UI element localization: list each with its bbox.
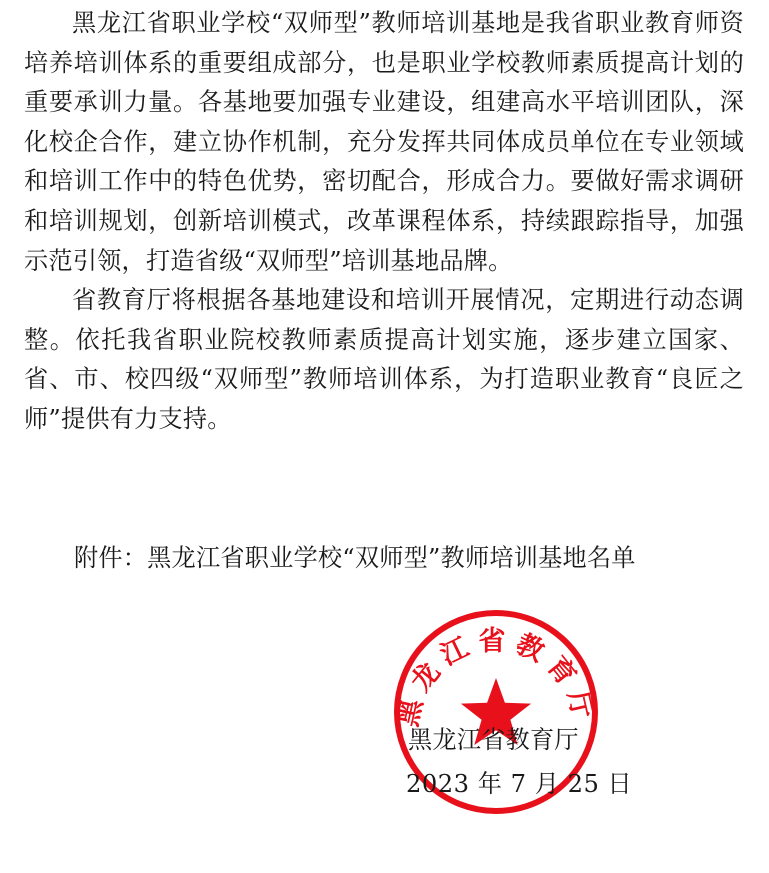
issue-date: 2023 年 7 月 25 日: [406, 770, 633, 798]
document-body: [24, 0, 744, 440]
issuer-name: 黑龙江省教育厅: [408, 726, 579, 754]
seal-ring-text: 黑龙江省教育厅: [392, 626, 600, 730]
body-paragraph-2: 省教育厅将根据各基地建设和培训开展情况，定期进行动态调整。依托我省职业院校教师素质提高计划实施，逐步建立国家、省、市、校四级“双师型”教师培训体系，为打造职业教育“良匠之师”提供有力支持。: [24, 286, 744, 433]
attachment-line: 附件：黑龙江省职业学校“双师型”教师培训基地名单: [74, 544, 636, 572]
body-paragraph-1: 黑龙江省职业学校“双师型”教师培训基地是我省职业教育师资培养培训体系的重要组成部分，也是职业学校教师素质提高计划的重要承训力量。各基地要加强专业建设，组建高水平培训团队，深化校企合作，建立协作机制，充分发挥共同体成员单位在专业领域和培训工作中的特色优势，密切配合，形成合力。要做好需求调研和培训规划，创新培训模式，改革课程体系，持续跟踪指导，加强示范引领，打造省级“双师型”培训基地品牌。: [24, 9, 744, 275]
